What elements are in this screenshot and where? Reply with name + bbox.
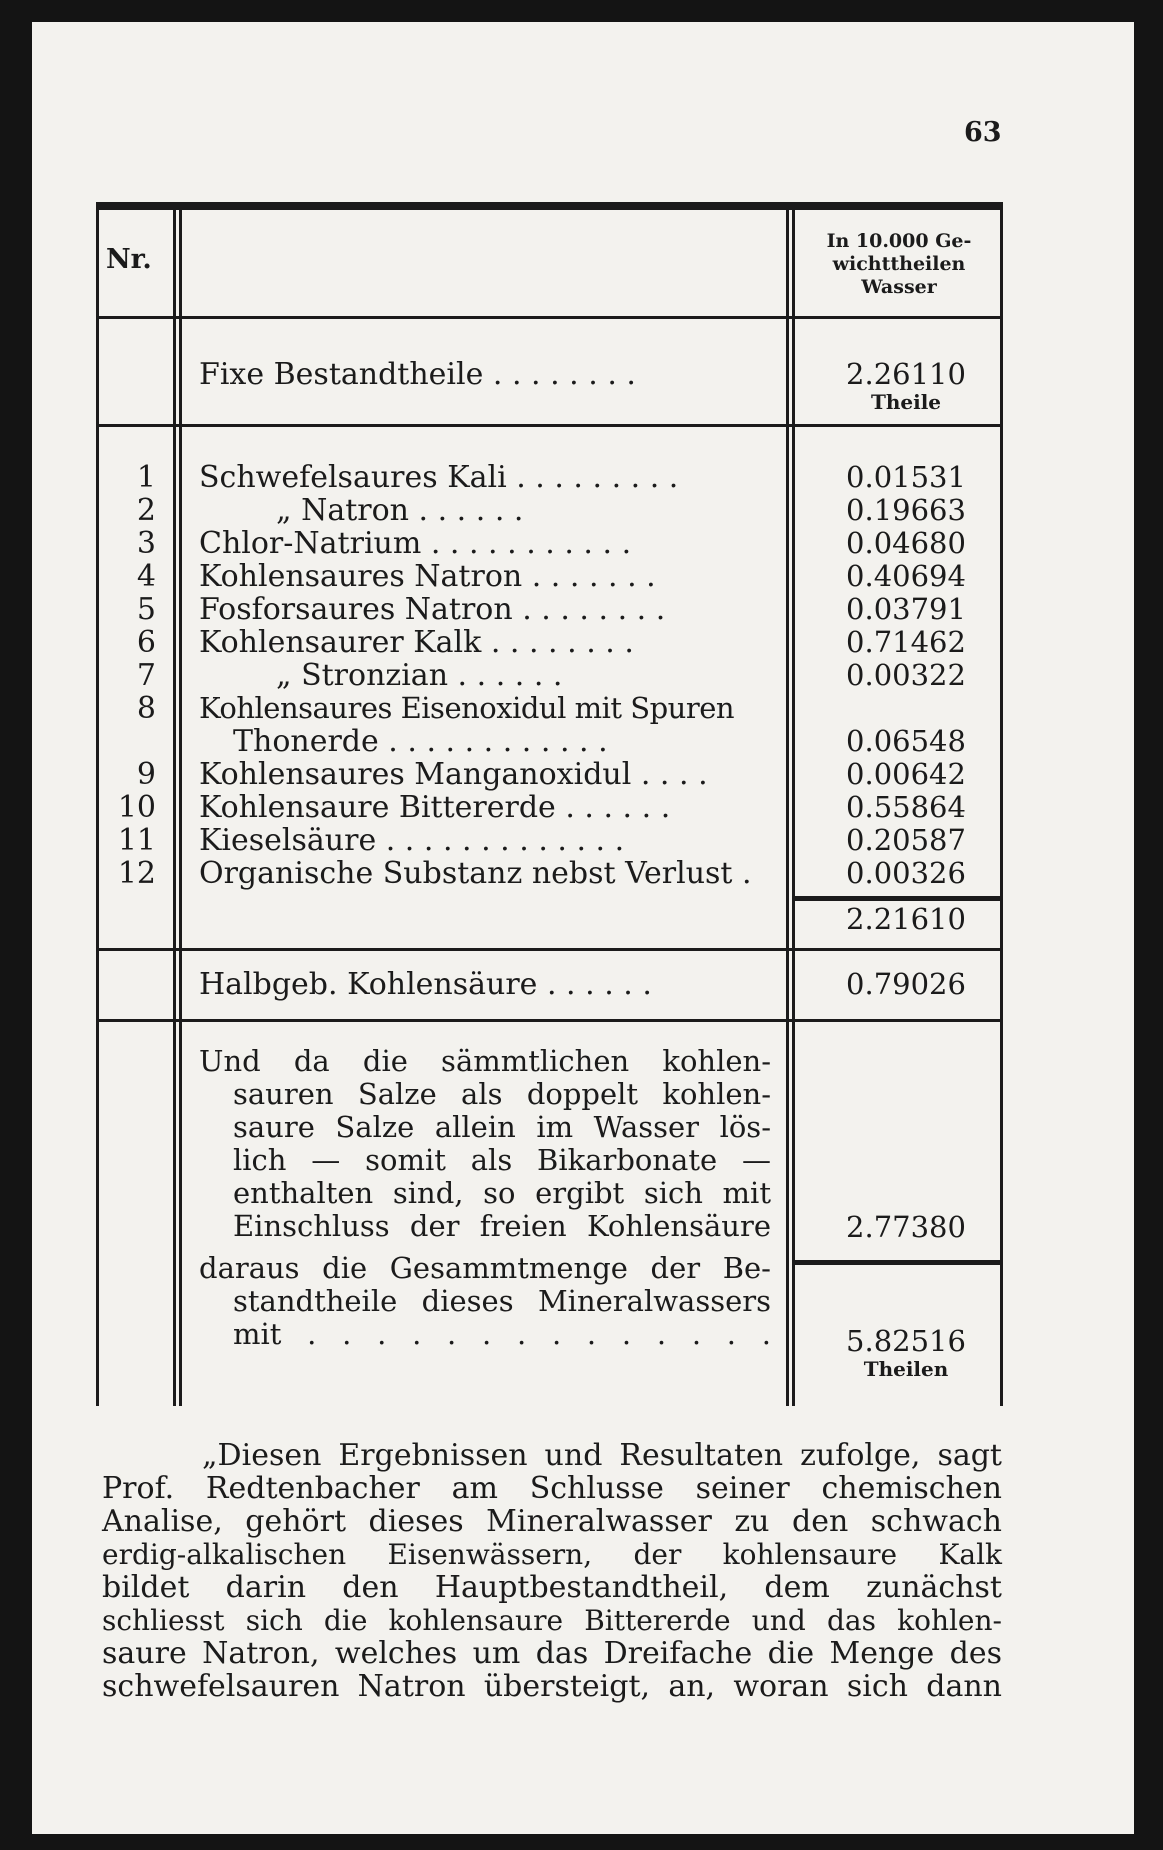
note-line: lich — somit als Bikarbonate —: [233, 1143, 771, 1177]
body-line: bildet darin den Hauptbestandtheil, dem zunächst: [102, 1570, 1002, 1605]
book-page: [32, 22, 1134, 1834]
row-label: „ Stronzian . . . . . .: [276, 658, 563, 693]
body-line: Analise, gehört dieses Mineralwasser zu den schwach: [102, 1504, 1002, 1539]
nr-column-rule-b: [179, 202, 182, 1406]
total-note: [199, 1252, 771, 1351]
row-value: 0.40694: [846, 559, 966, 593]
fixed-unit: Theile: [870, 390, 942, 414]
row-label: Kohlensaures Natron . . . . . . .: [199, 559, 656, 594]
header-value-line3: Wasser: [861, 276, 937, 298]
sum-bottom-rule: [96, 948, 1003, 951]
row-value: 0.19663: [846, 493, 966, 527]
row-value: 0.06548: [846, 724, 966, 758]
total-line: mit . . . . . . . . . . . . . .: [233, 1317, 771, 1351]
note-line: sauren Salze als doppelt kohlen-: [233, 1077, 771, 1111]
header-value-column: [799, 230, 999, 299]
row-nr: 8: [136, 691, 156, 726]
row-nr: 10: [117, 790, 156, 825]
row-nr: 12: [117, 856, 156, 891]
total-rule: [793, 1260, 1003, 1265]
fixed-bottom-rule: [96, 424, 1003, 427]
total-line: standtheile dieses Mineralwassers: [233, 1284, 771, 1318]
row-label: Kohlensaure Bittererde . . . . . .: [199, 790, 671, 825]
halbgeb-value: 0.79026: [846, 967, 966, 1001]
row-nr: 2: [136, 493, 156, 528]
header-value-line2: wichttheilen: [832, 253, 966, 275]
bicarbonate-note: [199, 1045, 771, 1243]
header-nr: Nr.: [106, 244, 152, 275]
row-nr: 1: [136, 460, 156, 495]
und-value: 2.77380: [846, 1210, 966, 1244]
row-label-continued: Thonerde . . . . . . . . . . . .: [233, 724, 608, 759]
row-label: Kieselsäure . . . . . . . . . . . . .: [199, 823, 625, 858]
row-value: 0.04680: [846, 526, 966, 560]
total-value: 5.82516: [846, 1324, 966, 1358]
row-nr: 7: [136, 658, 156, 693]
row-label: Fosforsaures Natron . . . . . . . .: [199, 592, 666, 627]
body-line: erdig-alkalischen Eisenwässern, der kohlensaure Kalk: [102, 1538, 1002, 1571]
header-value-line1: In 10.000 Ge-: [826, 230, 972, 252]
row-value: 0.00322: [846, 658, 966, 692]
row-nr: 3: [136, 526, 156, 561]
row-value: 0.03791: [846, 592, 966, 626]
row-label: „ Natron . . . . . .: [276, 493, 524, 528]
row-label: Kohlensaures Eisenoxidul mit Spuren: [199, 691, 735, 725]
row-value: 0.00642: [846, 757, 966, 791]
body-line: saure Natron, welches um das Dreifache die Menge des: [102, 1636, 1002, 1671]
row-nr: 9: [136, 757, 156, 792]
value-column-rule-b: [792, 202, 795, 1406]
header-bottom-rule: [96, 316, 1003, 319]
row-nr: 6: [136, 625, 156, 660]
body-line: schwefelsauren Natron übersteigt, an, woran sich dann: [102, 1669, 1002, 1704]
body-line: Prof. Redtenbacher am Schlusse seiner chemischen: [102, 1471, 1002, 1506]
table-right-border: [1000, 202, 1003, 1406]
row-label: Chlor-Natrium . . . . . . . . . . .: [199, 526, 632, 561]
table-top-rule: [96, 202, 1003, 210]
note-line: enthalten sind, so ergibt sich mit: [233, 1176, 771, 1210]
row-label: Organische Substanz nebst Verlust .: [199, 856, 752, 891]
total-unit: Theilen: [863, 1357, 949, 1381]
body-paragraph: [102, 1439, 1002, 1703]
row-value: 0.55864: [846, 790, 966, 824]
total-line: daraus die Gesammtmenge der Be-: [199, 1251, 771, 1285]
row-label: Kohlensaurer Kalk . . . . . . . .: [199, 625, 634, 660]
note-line: Und da die sämmtlichen kohlen-: [199, 1044, 771, 1078]
halbgeb-label: Halbgeb. Kohlensäure . . . . . .: [199, 967, 652, 1002]
fixed-value: 2.26110: [846, 357, 966, 391]
row-nr: 11: [117, 823, 156, 858]
row-value: 0.71462: [846, 625, 966, 659]
row-nr: 4: [136, 559, 156, 594]
row-label: Kohlensaures Manganoxidul . . . .: [199, 757, 708, 792]
nr-column-rule-a: [173, 202, 176, 1406]
row-value: 0.01531: [846, 460, 966, 494]
sum-value: 2.21610: [846, 902, 966, 936]
value-column-rule-a: [786, 202, 789, 1406]
halbgeb-bottom-rule: [96, 1019, 1003, 1022]
row-value: 0.00326: [846, 856, 966, 890]
note-line: saure Salze allein im Wasser lös-: [233, 1110, 771, 1144]
page-number: 63: [964, 117, 1002, 148]
row-nr: 5: [136, 592, 156, 627]
body-line: schliesst sich die kohlensaure Bittererde und das kohlen-: [102, 1604, 1002, 1637]
sum-rule: [793, 896, 1003, 901]
note-line: Einschluss der freien Kohlensäure: [233, 1209, 771, 1243]
fixed-label: Fixe Bestandtheile . . . . . . . .: [199, 357, 636, 392]
analysis-table: [96, 202, 1003, 1406]
row-value: 0.20587: [846, 823, 966, 857]
row-label: Schwefelsaures Kali . . . . . . . . .: [199, 460, 679, 495]
body-line: „Diesen Ergebnissen und Resultaten zufolge, sagt: [202, 1438, 1002, 1473]
